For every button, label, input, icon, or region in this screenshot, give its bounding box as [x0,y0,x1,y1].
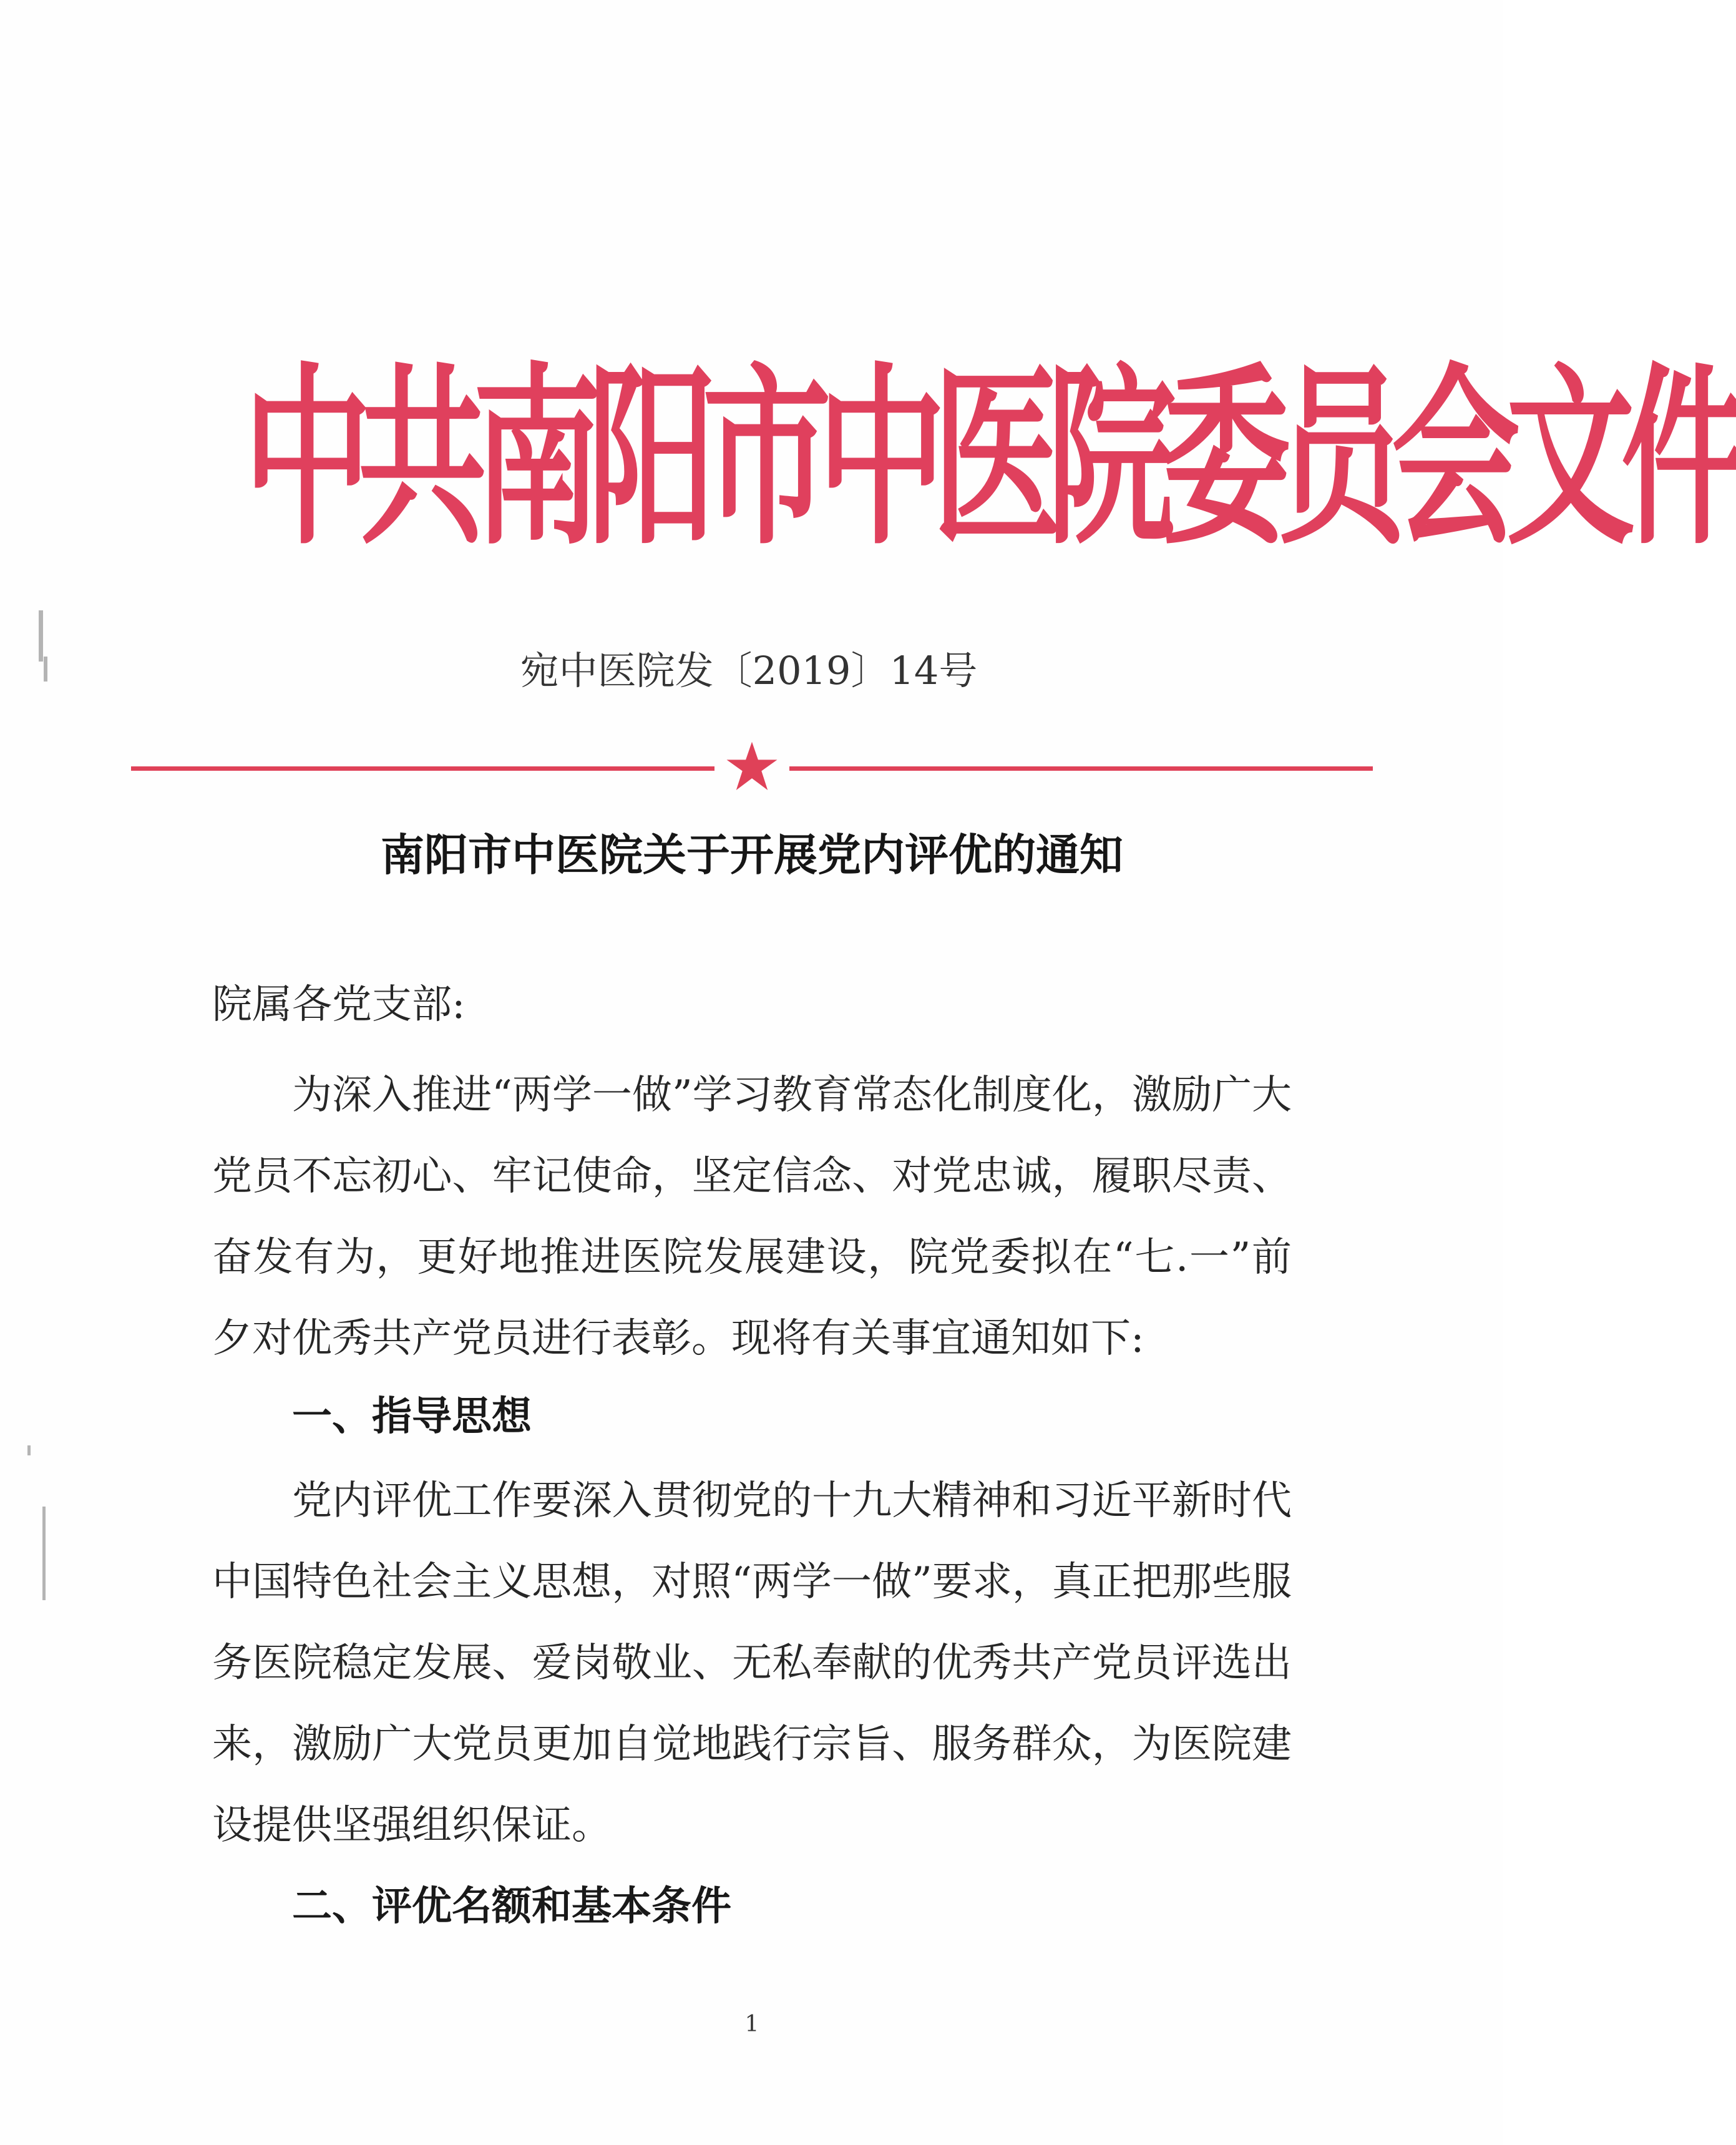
document-header-title: 中共南阳市中医院委员会文件 [243,346,1736,571]
page-number: 1 [744,2011,759,2037]
divider-line-left [131,766,714,771]
red-star-icon [724,740,780,796]
section-heading-quota-and-criteria: 二、评优名额和基本条件 [292,1884,731,1930]
divider-line-right [789,766,1373,771]
scan-speck [27,1445,31,1455]
scan-speck [39,610,43,662]
section-heading-guiding-principle: 一、指导思想 [292,1394,532,1440]
notice-title: 南阳市中医院关于开展党内评优的通知 [381,829,1123,881]
document-number: 宛中医院发〔2019〕14号 [520,648,978,693]
red-divider [131,740,1373,796]
scan-speck [42,1507,46,1600]
addressee-line: 院属各党支部: [212,982,466,1028]
scan-speck [44,657,47,682]
body-paragraph-intro: 为深入推进“两学一做”学习教育常态化制度化，激励广大党员不忘初心、牢记使命，坚定信念、对党忠诚，履职尽责、奋发有为，更好地推进医院发展建设，院党委拟在“七.一”前夕对优秀共产党员进行表彰。现将有关事宜通知如下: [212,1072,1292,1362]
body-paragraph-guiding-principle: 党内评优工作要深入贯彻党的十九大精神和习近平新时代中国特色社会主义思想，对照“两学一做”要求，真正把那些服务医院稳定发展、爱岗敬业、无私奉献的优秀共产党员评选出来，激励广大党员更加自觉地践行宗旨、服务群众，为医院建设提供坚强组织保证。 [212,1478,1292,1849]
